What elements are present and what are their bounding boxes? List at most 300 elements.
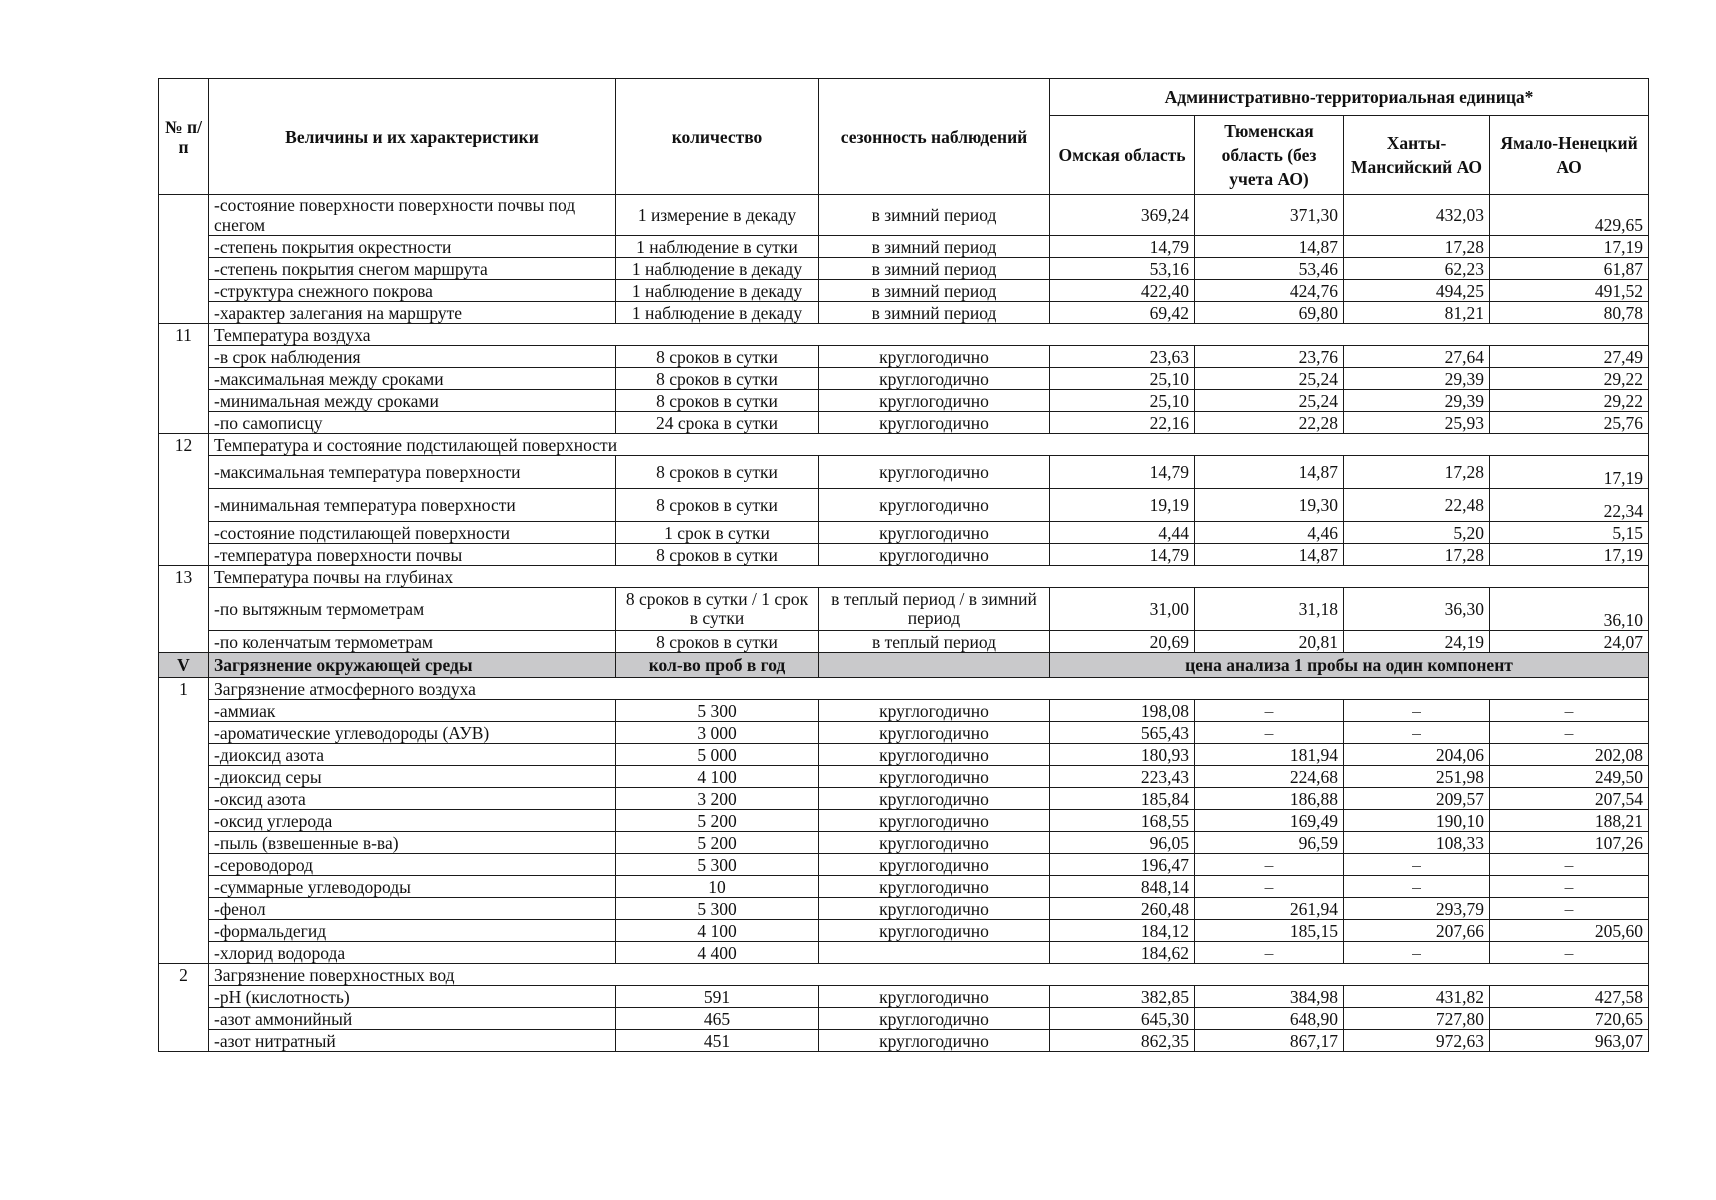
row-number [159,810,209,832]
row-quantity: 8 сроков в сутки / 1 срок в сутки [616,588,819,631]
price-cell-region-1: 14,79 [1050,236,1195,258]
group-row [159,434,1649,456]
price-cell-region-2: 169,49 [1195,810,1344,832]
table-body-meteo [159,195,1649,653]
price-cell-region-4: 27,49 [1490,346,1649,368]
row-number [159,700,209,722]
row-number [159,489,209,522]
table-row [159,631,1649,653]
row-seasonality: в зимний период [819,302,1050,324]
price-cell-region-4: 25,76 [1490,412,1649,434]
row-number: 2 [159,964,209,986]
row-name: -минимальная температура поверхности [209,489,616,522]
row-name: -по самописцу [209,412,616,434]
row-seasonality: круглогодично [819,986,1050,1008]
row-seasonality: круглогодично [819,700,1050,722]
price-cell-region-2: 22,28 [1195,412,1344,434]
row-quantity: 5 200 [616,832,819,854]
row-name: -оксид углерода [209,810,616,832]
row-number [159,722,209,744]
row-name: -азот аммонийный [209,1008,616,1030]
row-number [159,588,209,631]
row-number [159,390,209,412]
table-row [159,258,1649,280]
row-name: -температура поверхности почвы [209,544,616,566]
price-cell-region-3: 81,21 [1344,302,1490,324]
row-name: -хлорид водорода [209,942,616,964]
table-row [159,898,1649,920]
row-quantity: 5 300 [616,898,819,920]
row-name: -минимальная между сроками [209,390,616,412]
row-seasonality: круглогодично [819,920,1050,942]
row-number: 12 [159,434,209,456]
row-quantity: 8 сроков в сутки [616,368,819,390]
price-cell-region-1: 565,43 [1050,722,1195,744]
row-seasonality: в зимний период [819,236,1050,258]
price-cell-region-2: 224,68 [1195,766,1344,788]
price-cell-region-4: 80,78 [1490,302,1649,324]
row-number [159,1030,209,1052]
price-cell-region-3: 17,28 [1344,236,1490,258]
row-seasonality: в теплый период [819,631,1050,653]
row-name: -характер залегания на маршруте [209,302,616,324]
price-cell-region-2: 25,24 [1195,390,1344,412]
price-cell-region-2: 19,30 [1195,489,1344,522]
row-name: -степень покрытия снегом маршрута [209,258,616,280]
row-name: -диоксид серы [209,766,616,788]
table-row [159,522,1649,544]
price-cell-region-4: 17,19 [1490,544,1649,566]
price-cell-region-2: 14,87 [1195,236,1344,258]
row-number [159,456,209,489]
row-number [159,876,209,898]
price-cell-region-1: 25,10 [1050,368,1195,390]
row-seasonality: в зимний период [819,258,1050,280]
price-cell-region-4: – [1490,700,1649,722]
price-cell-region-2: 31,18 [1195,588,1344,631]
row-number [159,920,209,942]
price-cell-region-4: 17,19 [1490,456,1649,489]
price-cell-region-1: 23,63 [1050,346,1195,368]
row-name: -формальдегид [209,920,616,942]
price-cell-region-2: – [1195,722,1344,744]
price-cell-region-2: – [1195,942,1344,964]
row-seasonality: круглогодично [819,744,1050,766]
header-region-yanao: Ямало-Ненецкий АО [1490,116,1649,195]
row-quantity: 1 срок в сутки [616,522,819,544]
price-cell-region-4: 249,50 [1490,766,1649,788]
price-cell-region-3: 209,57 [1344,788,1490,810]
table-row [159,236,1649,258]
row-name: -сероводород [209,854,616,876]
price-cell-region-4: 17,19 [1490,236,1649,258]
price-cell-region-4: – [1490,722,1649,744]
row-number [159,832,209,854]
price-cell-region-3: – [1344,876,1490,898]
row-name: -пыль (взвешенные в-ва) [209,832,616,854]
table-row [159,588,1649,631]
row-seasonality: круглогодично [819,876,1050,898]
row-number [159,766,209,788]
row-number [159,854,209,876]
price-cell-region-2: – [1195,876,1344,898]
table-row [159,456,1649,489]
header-name: Величины и их характеристики [209,79,616,195]
tariff-table [158,78,1649,1052]
table-row [159,195,1649,236]
header-qty: количество [616,79,819,195]
price-cell-region-2: – [1195,854,1344,876]
row-seasonality: в зимний период [819,280,1050,302]
price-cell-region-3: 25,93 [1344,412,1490,434]
price-cell-region-2: 25,24 [1195,368,1344,390]
price-cell-region-2: 261,94 [1195,898,1344,920]
row-number [159,631,209,653]
section-np: V [159,653,209,678]
price-cell-region-2: 14,87 [1195,544,1344,566]
table-row [159,412,1649,434]
price-cell-region-4: – [1490,898,1649,920]
row-seasonality: круглогодично [819,898,1050,920]
price-cell-region-1: 198,08 [1050,700,1195,722]
group-row [159,566,1649,588]
table-row [159,832,1649,854]
row-name: -аммиак [209,700,616,722]
group-row [159,324,1649,346]
price-cell-region-3: 494,25 [1344,280,1490,302]
group-title: Температура и состояние подстилающей поверхности [209,434,1649,456]
row-quantity: 465 [616,1008,819,1030]
row-quantity: 3 000 [616,722,819,744]
table-row [159,920,1649,942]
price-cell-region-3: – [1344,722,1490,744]
table-row [159,986,1649,1008]
row-quantity: 5 200 [616,810,819,832]
group-title: Температура почвы на глубинах [209,566,1649,588]
group-row [159,964,1649,986]
row-name: -pH (кислотность) [209,986,616,1008]
price-cell-region-1: 184,12 [1050,920,1195,942]
price-cell-region-4: – [1490,876,1649,898]
row-seasonality: круглогодично [819,832,1050,854]
price-cell-region-3: 204,06 [1344,744,1490,766]
row-quantity: 1 наблюдение в сутки [616,236,819,258]
table-row [159,722,1649,744]
price-cell-region-3: 207,66 [1344,920,1490,942]
section-qty-label: кол-во проб в год [616,653,819,678]
price-cell-region-4: 36,10 [1490,588,1649,631]
header-row-top [159,79,1649,116]
header-region-tyumen: Тюменская область (без учета АО) [1195,116,1344,195]
price-cell-region-1: 168,55 [1050,810,1195,832]
price-cell-region-1: 20,69 [1050,631,1195,653]
price-cell-region-1: 369,24 [1050,195,1195,236]
tariff-table-page [158,78,1648,1052]
price-cell-region-3: 22,48 [1344,489,1490,522]
table-row [159,700,1649,722]
price-cell-region-3: 27,64 [1344,346,1490,368]
row-quantity: 591 [616,986,819,1008]
row-quantity: 8 сроков в сутки [616,390,819,412]
price-cell-region-4: 5,15 [1490,522,1649,544]
row-name: -структура снежного покрова [209,280,616,302]
row-seasonality: круглогодично [819,489,1050,522]
row-seasonality: круглогодично [819,854,1050,876]
table-row [159,1030,1649,1052]
row-quantity: 4 100 [616,766,819,788]
table-row [159,766,1649,788]
price-cell-region-4: 205,60 [1490,920,1649,942]
header-region-omsk: Омская область [1050,116,1195,195]
price-cell-region-1: 25,10 [1050,390,1195,412]
price-cell-region-4: 429,65 [1490,195,1649,236]
price-cell-region-1: 4,44 [1050,522,1195,544]
price-cell-region-2: 648,90 [1195,1008,1344,1030]
row-quantity: 1 наблюдение в декаду [616,302,819,324]
price-cell-region-1: 223,43 [1050,766,1195,788]
price-cell-region-3: 972,63 [1344,1030,1490,1052]
price-cell-region-2: 424,76 [1195,280,1344,302]
price-cell-region-2: 185,15 [1195,920,1344,942]
price-cell-region-3: 432,03 [1344,195,1490,236]
row-name: -по коленчатым термометрам [209,631,616,653]
price-cell-region-3: 251,98 [1344,766,1490,788]
section-empty [819,653,1050,678]
price-cell-region-3: 24,19 [1344,631,1490,653]
table-row [159,788,1649,810]
row-seasonality: круглогодично [819,766,1050,788]
row-number [159,788,209,810]
price-cell-region-1: 22,16 [1050,412,1195,434]
header-np: № п/п [159,79,209,195]
row-number: 13 [159,566,209,588]
price-cell-region-3: 17,28 [1344,544,1490,566]
row-number [159,368,209,390]
price-cell-region-3: 62,23 [1344,258,1490,280]
row-name: -фенол [209,898,616,920]
row-name: -ароматические углеводороды (АУВ) [209,722,616,744]
price-cell-region-3: 108,33 [1344,832,1490,854]
row-quantity: 10 [616,876,819,898]
table-row [159,280,1649,302]
row-quantity: 3 200 [616,788,819,810]
row-seasonality: круглогодично [819,456,1050,489]
row-quantity: 5 300 [616,700,819,722]
price-cell-region-2: 14,87 [1195,456,1344,489]
price-cell-region-3: 36,30 [1344,588,1490,631]
price-cell-region-1: 848,14 [1050,876,1195,898]
table-row [159,544,1649,566]
price-cell-region-3: 190,10 [1344,810,1490,832]
price-cell-region-3: 727,80 [1344,1008,1490,1030]
row-number [159,195,209,236]
row-name: -состояние поверхности поверхности почвы под снегом [209,195,616,236]
row-name: -в срок наблюдения [209,346,616,368]
row-number [159,302,209,324]
row-name: -максимальная между сроками [209,368,616,390]
row-seasonality: круглогодично [819,722,1050,744]
price-cell-region-3: 17,28 [1344,456,1490,489]
price-cell-region-4: 207,54 [1490,788,1649,810]
row-name: -максимальная температура поверхности [209,456,616,489]
price-cell-region-1: 31,00 [1050,588,1195,631]
price-cell-region-1: 69,42 [1050,302,1195,324]
price-cell-region-4: 188,21 [1490,810,1649,832]
row-seasonality: круглогодично [819,368,1050,390]
price-cell-region-2: – [1195,700,1344,722]
table-row [159,744,1649,766]
row-number [159,236,209,258]
price-cell-region-2: 23,76 [1195,346,1344,368]
group-row [159,678,1649,700]
group-title: Загрязнение поверхностных вод [209,964,1649,986]
row-seasonality: круглогодично [819,788,1050,810]
price-cell-region-3: – [1344,700,1490,722]
price-cell-region-3: – [1344,942,1490,964]
row-number [159,346,209,368]
price-cell-region-1: 645,30 [1050,1008,1195,1030]
row-quantity: 5 300 [616,854,819,876]
row-number [159,986,209,1008]
section-price-label: цена анализа 1 пробы на один компонент [1050,653,1649,678]
header-region-group: Административно-территориальная единица* [1050,79,1649,116]
header-region-khmao: Ханты-Мансийский АО [1344,116,1490,195]
group-title: Температура воздуха [209,324,1649,346]
table-row [159,854,1649,876]
row-seasonality: в зимний период [819,195,1050,236]
price-cell-region-2: 867,17 [1195,1030,1344,1052]
table-row [159,810,1649,832]
price-cell-region-2: 384,98 [1195,986,1344,1008]
price-cell-region-2: 181,94 [1195,744,1344,766]
row-quantity: 451 [616,1030,819,1052]
table-row [159,489,1649,522]
price-cell-region-4: 107,26 [1490,832,1649,854]
row-quantity: 1 наблюдение в декаду [616,258,819,280]
row-quantity: 5 000 [616,744,819,766]
table-row [159,942,1649,964]
row-quantity: 8 сроков в сутки [616,544,819,566]
row-quantity: 1 измерение в декаду [616,195,819,236]
price-cell-region-4: 61,87 [1490,258,1649,280]
price-cell-region-1: 422,40 [1050,280,1195,302]
row-number: 11 [159,324,209,346]
row-quantity: 8 сроков в сутки [616,456,819,489]
price-cell-region-3: 431,82 [1344,986,1490,1008]
row-seasonality: круглогодично [819,810,1050,832]
price-cell-region-4: 22,34 [1490,489,1649,522]
price-cell-region-2: 69,80 [1195,302,1344,324]
row-seasonality [819,942,1050,964]
row-name: -состояние подстилающей поверхности [209,522,616,544]
price-cell-region-2: 20,81 [1195,631,1344,653]
row-number [159,522,209,544]
row-quantity: 8 сроков в сутки [616,489,819,522]
row-seasonality: круглогодично [819,412,1050,434]
price-cell-region-1: 196,47 [1050,854,1195,876]
row-number [159,280,209,302]
price-cell-region-1: 19,19 [1050,489,1195,522]
price-cell-region-1: 184,62 [1050,942,1195,964]
price-cell-region-1: 96,05 [1050,832,1195,854]
row-seasonality: круглогодично [819,390,1050,412]
price-cell-region-3: – [1344,854,1490,876]
table-body-pollution [159,678,1649,1052]
price-cell-region-4: – [1490,854,1649,876]
row-name: -азот нитратный [209,1030,616,1052]
table-row [159,390,1649,412]
row-quantity: 1 наблюдение в декаду [616,280,819,302]
price-cell-region-4: 427,58 [1490,986,1649,1008]
price-cell-region-1: 53,16 [1050,258,1195,280]
row-number [159,942,209,964]
price-cell-region-2: 186,88 [1195,788,1344,810]
price-cell-region-4: 963,07 [1490,1030,1649,1052]
table-row [159,368,1649,390]
row-number [159,744,209,766]
price-cell-region-4: 202,08 [1490,744,1649,766]
row-seasonality: круглогодично [819,522,1050,544]
row-seasonality: в теплый период / в зимний период [819,588,1050,631]
row-name: -по вытяжным термометрам [209,588,616,631]
row-name: -диоксид азота [209,744,616,766]
table-row [159,876,1649,898]
table-row [159,346,1649,368]
section-name: Загрязнение окружающей среды [209,653,616,678]
price-cell-region-2: 4,46 [1195,522,1344,544]
row-number: 1 [159,678,209,700]
section-row-pollution [159,653,1649,678]
row-number [159,412,209,434]
row-name: -суммарные углеводороды [209,876,616,898]
table-row [159,1008,1649,1030]
row-quantity: 4 100 [616,920,819,942]
table-row [159,302,1649,324]
row-name: -степень покрытия окрестности [209,236,616,258]
price-cell-region-4: 29,22 [1490,390,1649,412]
price-cell-region-1: 382,85 [1050,986,1195,1008]
price-cell-region-1: 260,48 [1050,898,1195,920]
price-cell-region-1: 14,79 [1050,544,1195,566]
row-quantity: 8 сроков в сутки [616,631,819,653]
price-cell-region-2: 53,46 [1195,258,1344,280]
row-quantity: 8 сроков в сутки [616,346,819,368]
row-quantity: 4 400 [616,942,819,964]
price-cell-region-4: 29,22 [1490,368,1649,390]
group-title: Загрязнение атмосферного воздуха [209,678,1649,700]
row-number [159,1008,209,1030]
section-row-group [159,653,1649,678]
price-cell-region-1: 862,35 [1050,1030,1195,1052]
header-season: сезонность наблюдений [819,79,1050,195]
row-seasonality: круглогодично [819,544,1050,566]
price-cell-region-4: 720,65 [1490,1008,1649,1030]
price-cell-region-2: 96,59 [1195,832,1344,854]
row-number [159,544,209,566]
price-cell-region-3: 293,79 [1344,898,1490,920]
row-quantity: 24 срока в сутки [616,412,819,434]
price-cell-region-3: 5,20 [1344,522,1490,544]
price-cell-region-1: 180,93 [1050,744,1195,766]
price-cell-region-2: 371,30 [1195,195,1344,236]
price-cell-region-3: 29,39 [1344,368,1490,390]
price-cell-region-1: 14,79 [1050,456,1195,489]
row-seasonality: круглогодично [819,1008,1050,1030]
row-seasonality: круглогодично [819,1030,1050,1052]
row-seasonality: круглогодично [819,346,1050,368]
row-name: -оксид азота [209,788,616,810]
price-cell-region-4: 491,52 [1490,280,1649,302]
